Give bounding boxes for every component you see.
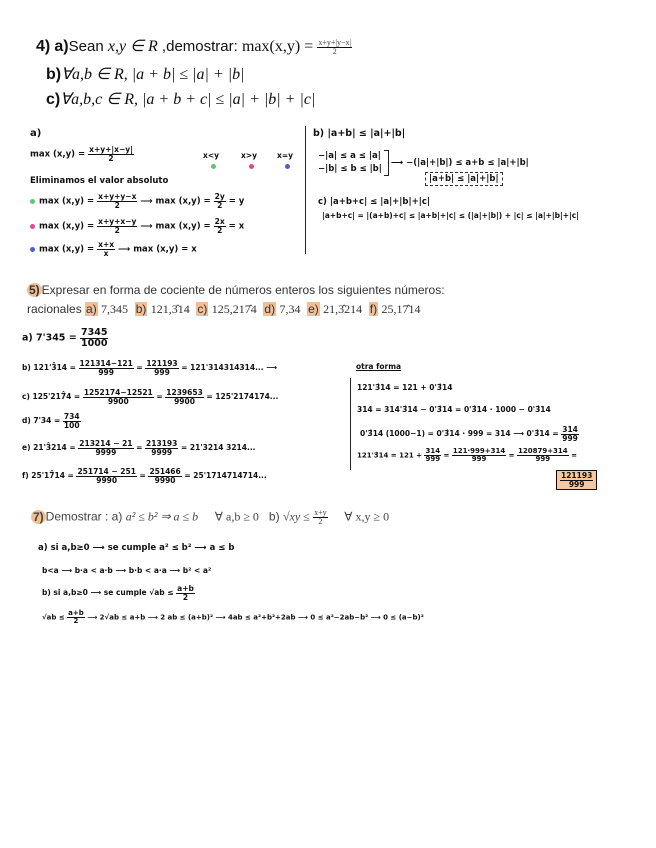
hw-5-otra-line4-n1: 314 (425, 447, 441, 455)
hw-5-final-den: 999 (568, 479, 585, 489)
pink-marker-icon (249, 164, 254, 169)
hw-5e: e) 21'3̂214 = $\frac{213214 - 21}{9999}$ = $\frac{213193}{9999}$ = 21'3214 3214... (22, 439, 256, 457)
hw-5e-frac1 (78, 440, 133, 456)
hw-5f-end: = 25'1714714714... (184, 471, 267, 480)
hw-7b-line1 (42, 585, 195, 601)
hw-4a-row-green-den2: 2 (217, 200, 223, 210)
problem-5-text2: racionales (27, 302, 86, 316)
hw-5b-frac1 (79, 360, 134, 376)
problem-4-a-frac-num: x+y+|y−x| (318, 37, 352, 47)
problem-5-item-c-label: c) (197, 302, 208, 316)
hw-5-otra-line3-text: 0'3̂14 (1000−1) = 0'3̂14 · 999 = 314 ⟶ 0'3̂14 = (360, 429, 559, 438)
problem-4-a-label: a) (54, 38, 69, 55)
hw-4a-case-eq (277, 151, 293, 169)
problem-5-text: Expresar en forma de cociente de números enteros los siguientes números: (41, 283, 445, 297)
problem-5-number: 5) (29, 283, 40, 297)
hw-5-otra-line4-mid2: = (508, 451, 515, 460)
hw-7b-line1-text: b) si a,b≥0 ⟶ se cumple √ab ≤ (42, 588, 174, 597)
hw-7b-line2-end: ⟶ 2√ab ≤ a+b ⟶ 2 ab ≤ (a+b)² ⟶ 4ab ≤ a²+b²+2ab ⟶ 0 ≤ a²−2ab−b² ⟶ 0 ≤ (a−b)² (87, 613, 424, 622)
hw-4a-row-pink-den2: 2 (217, 225, 223, 235)
hw-4a-case-eq-text: x=y (277, 151, 294, 160)
hw-5d-den: 100 (63, 420, 80, 430)
hw-5b-n2: 121193 (146, 359, 178, 368)
hw-5e-d2: 9999 (151, 447, 173, 457)
problem-7-b-frac (313, 509, 328, 526)
problem-5-item-a-value: 7,345 (101, 302, 129, 316)
hw-4a-row-pink-num2: 2x (214, 217, 225, 226)
hw-5-final-frac (560, 472, 593, 488)
divider-4a-4b (305, 126, 306, 254)
hw-4a-title: a) (30, 128, 42, 139)
problem-7-b-den: 2 (318, 517, 323, 526)
hw-5d-text: d) 7'34 = (22, 416, 61, 425)
hw-5b-n1: 121314−121 (79, 359, 133, 368)
problem-4-c-label: c) (46, 91, 61, 108)
hw-5d-num: 734 (63, 412, 80, 421)
hw-5a-num: 7345 (81, 327, 108, 338)
hw-5e-n2: 213193 (146, 439, 178, 448)
hw-5-otra-line4-d3: 999 (535, 455, 551, 463)
hw-4a-row-green-frac2 (214, 193, 226, 209)
hw-4a-row-green-text: max (x,y) = (39, 196, 98, 207)
hw-5c-d1: 9900 (107, 396, 129, 406)
hw-4a-row-pink-frac2 (214, 218, 226, 234)
hw-5f-frac2 (148, 468, 181, 484)
hw-5-otra-line4-frac2 (452, 448, 506, 463)
hw-7b-line2 (42, 610, 424, 625)
hw-4a-row-pink-den: 2 (114, 225, 120, 235)
hw-4a-row-pink-frac (97, 218, 137, 234)
problem-5-item-e-label: e) (308, 302, 319, 316)
problem-4-a-text: Sean (68, 38, 108, 55)
problem-5-item-f-label: f) (369, 302, 378, 316)
hw-5-otra-line3-num: 314 (562, 425, 578, 434)
hw-4a-row-blue (30, 241, 197, 257)
hw-4a-row-green (30, 193, 244, 209)
hw-5e-text: e) 21'3̂214 = (22, 443, 76, 452)
hw-4b-result: ⟶ −(|a|+|b|) ≤ a+b ≤ |a|+|b| (391, 158, 529, 168)
hw-5b: b) 121'3̂14 = $\frac{121314-121}{999}$ = $\frac{121193}{999}$ = 121'314314314... ⟶ (22, 359, 277, 377)
hw-5f-n1: 251714 − 251 (77, 467, 136, 476)
hw-5c-text: c) 125'217̂4 = (22, 392, 81, 401)
hw-4a-row-pink-text: max (x,y) = (39, 221, 98, 232)
hw-5b-d2: 999 (154, 367, 170, 377)
problem-4-b-expr: ∀a,b ∈ R, |a + b| ≤ |a| + |b| (61, 66, 245, 83)
hw-4a-case-lt-text: x<y (203, 151, 220, 160)
hw-7a-line1: a) si a,b≥0 ⟶ se cumple a² ≤ b² ⟶ a ≤ b (38, 543, 235, 553)
problem-5-item-c-value: 125,217̂4 (211, 302, 257, 316)
problem-5-item-b-value: 121,3̂14 (150, 302, 190, 316)
problem-5-item-e-value: 21,3̂214 (323, 302, 363, 316)
hw-5a (22, 328, 108, 348)
problem-4-a-vars: x,y ∈ R (107, 38, 158, 55)
hw-4a-line1-text: max (x,y) = (30, 149, 86, 160)
problem-4-a-frac-den: 2 (332, 46, 337, 56)
hw-5f-n2: 251466 (149, 467, 181, 476)
hw-5-otra-line4-end: = (571, 451, 577, 460)
problem-7-b-cond: ∀ x,y ≥ 0 (344, 509, 390, 524)
hw-4a-eliminamos: Eliminamos el valor absoluto (30, 176, 169, 186)
hw-4a-row-green-num2: 2y (214, 192, 225, 201)
hw-4a-case-lt (203, 151, 219, 169)
hw-5-otra-line3 (360, 426, 579, 442)
hw-7b-line2-den: 2 (73, 617, 79, 625)
hw-5-otra-line2: 314 = 314'3̂14 − 0'3̂14 = 0'3̂14 · 1000 − 0'3̂14 (357, 405, 551, 414)
pink-bullet-icon (30, 224, 35, 229)
hw-7b-line1-frac (176, 585, 195, 601)
blue-marker-icon (285, 164, 290, 169)
problem-7-text: Demostrar : a) (45, 509, 126, 524)
hw-4a-row-pink-mid: ⟶ max (x,y) = (140, 221, 214, 232)
problem-4-c-expr: ∀a,b,c ∈ R, |a + b + c| ≤ |a| + |b| + |c| (60, 91, 316, 108)
divider-otra-forma (350, 378, 351, 470)
hw-4a-case-gt-text: x>y (241, 151, 258, 160)
hw-5c-n2: 1239653 (166, 388, 203, 397)
hw-5-final-num: 121193 (561, 471, 593, 480)
hw-5-otra-line4-frac3 (517, 448, 569, 463)
problem-4-number: 4) (36, 38, 51, 55)
hw-7b-line2-num: a+b (68, 609, 84, 617)
hw-5-otra-line4-d2: 999 (471, 455, 487, 463)
green-marker-icon (211, 164, 216, 169)
hw-5e-end: = 21'3214 3214... (180, 443, 256, 452)
hw-4a-line1-num: x+y+|x−y| (89, 145, 133, 154)
hw-4a-line1 (30, 146, 134, 162)
hw-5f-d1: 9990 (96, 475, 118, 485)
hw-5e-d1: 9999 (95, 447, 117, 457)
hw-4a-row-blue-text: max (x,y) = (39, 244, 98, 255)
hw-4a-case-gt (241, 151, 257, 169)
hw-4a-row-pink-num: x+y+x−y (98, 217, 137, 226)
hw-5b-d1: 999 (98, 367, 114, 377)
hw-5a-text: a) 7'345 = (22, 332, 77, 344)
hw-4a-line1-den: 2 (108, 153, 114, 163)
hw-5f-text: f) 25'17̂14 = (22, 471, 74, 480)
hw-5b-frac2 (145, 360, 178, 376)
hw-4b-boxed-result: |a+b| ≤ |a|+|b| (425, 172, 503, 186)
hw-5-otra-line4-text: 121'3̂14 = 121 + (357, 451, 423, 460)
hw-5-otra-line3-den: 999 (562, 433, 578, 443)
problem-4-a (36, 36, 352, 56)
hw-5-otra-line1: 121'3̂14 = 121 + 0'3̂14 (357, 383, 453, 392)
hw-4b-line2: −|b| ≤ b ≤ |b| (318, 164, 382, 174)
hw-4c-line: |a+b+c| = |(a+b)+c| ≤ |a+b|+|c| ≤ (|a|+|b|) + |c| ≤ |a|+|b|+|c| (322, 211, 579, 220)
hw-4c-title: c) |a+b+c| ≤ |a|+|b|+|c| (318, 197, 430, 207)
hw-4a-row-green-frac (97, 193, 137, 209)
hw-5c-d2: 9900 (174, 396, 195, 406)
hw-5e-frac2 (145, 440, 178, 456)
problem-7-a-expr: a² ≤ b² ⇒ a ≤ b (125, 509, 199, 524)
hw-5c-n1: 1252174−12521 (83, 388, 153, 397)
hw-7b-line1-num: a+b (177, 584, 194, 593)
problem-7-b-num: x+y (314, 508, 327, 517)
problem-4-c (46, 89, 315, 109)
hw-5-final-answer (556, 470, 597, 490)
hw-5-otra-line4-frac1 (424, 448, 441, 463)
hw-4a-row-blue-num: x+x (98, 240, 115, 249)
hw-5c-frac1 (83, 389, 154, 405)
hw-5c-end: = 125'2174174... (206, 392, 279, 401)
hw-5-otra-line3-frac (561, 426, 579, 442)
problem-5-statement (27, 283, 445, 297)
problem-7-a-cond: ∀ a,b ≥ 0 (214, 509, 259, 524)
problem-5-item-f-value: 25,17̂14 (381, 302, 421, 316)
problem-7-b-label: b) (268, 509, 283, 524)
problem-5-item-d-value: 7,34 (279, 302, 301, 316)
hw-7a-line2: b<a ⟶ b·a < a·b ⟶ b·b < a·a ⟶ b² < a² (42, 566, 212, 575)
problem-7-statement (31, 509, 389, 526)
hw-4a-row-blue-end: ⟶ max (x,y) = x (118, 244, 197, 255)
hw-4a-row-green-num: x+y+y−x (98, 192, 137, 201)
hw-5-otra-line4-mid: = (443, 451, 450, 460)
hw-5f-frac1 (76, 468, 136, 484)
hw-4a-row-green-end: = y (228, 196, 245, 207)
hw-5d-frac (63, 413, 81, 429)
hw-4a-row-blue-frac (97, 241, 115, 257)
hw-4a-row-pink-end: = x (228, 221, 245, 232)
hw-5-otra-line4-n3: 120879+314 (517, 447, 568, 455)
green-bullet-icon (30, 199, 35, 204)
hw-5a-den: 1000 (81, 337, 108, 349)
problem-5-items (27, 302, 420, 317)
hw-5-otra-line4-n2: 121·999+314 (452, 447, 506, 455)
hw-7b-line2-start: √ab ≤ (42, 613, 65, 622)
hw-4b-line1: −|a| ≤ a ≤ |a| (318, 151, 381, 161)
hw-4b-title: b) |a+b| ≤ |a|+|b| (313, 128, 406, 139)
hw-5b-end: = 121'314314314... ⟶ (181, 363, 277, 372)
hw-5c-frac2 (165, 389, 204, 405)
hw-7b-line1-den: 2 (182, 592, 189, 602)
problem-5-item-b-label: b) (135, 302, 147, 316)
hw-5d (22, 413, 81, 429)
hw-5b-text: b) 121'3̂14 = (22, 363, 76, 372)
hw-5e-n1: 213214 − 21 (79, 439, 133, 448)
hw-5f-d2: 9990 (154, 475, 176, 485)
problem-7-number: 7) (33, 509, 44, 524)
problem-4-a-expr: max(x,y) = (241, 38, 314, 55)
problem-4-a-fraction (317, 39, 352, 56)
hw-5f: f) 25'17̂14 = $\frac{251714 - 251}{9990}$ = $\frac{251466}{9990}$ = 25'1714714714... (22, 467, 267, 485)
hw-4a-line1-frac (88, 146, 134, 162)
problem-5-item-a-label: a) (86, 302, 97, 316)
hw-4a-row-green-den: 2 (114, 200, 120, 210)
problem-4-b (46, 64, 245, 84)
hw-5c: c) 125'217̂4 = $\frac{1252174-12521}{9900}$ = $\frac{1239653}{9900}$ = 125'2174174... (22, 388, 279, 406)
hw-5-otra-line4-d1: 999 (425, 455, 441, 463)
problem-7-b-expr: √xy ≤ (282, 509, 310, 524)
hw-7b-line2-frac (67, 610, 85, 625)
hw-4a-row-blue-den: x (103, 248, 109, 258)
hw-5-otra-line4 (357, 448, 577, 463)
problem-4-b-label: b) (46, 66, 62, 83)
hw-5a-frac (80, 328, 108, 348)
hw-4a-row-green-mid: ⟶ max (x,y) = (140, 196, 214, 207)
problem-4-a-text2: ,demostrar: (157, 38, 242, 55)
problem-5-item-d-label: d) (264, 302, 276, 316)
hw-4b-brace (384, 150, 389, 176)
blue-bullet-icon (30, 247, 35, 252)
hw-4a-row-pink (30, 218, 244, 234)
hw-5-otra-forma: otra forma (356, 362, 402, 371)
